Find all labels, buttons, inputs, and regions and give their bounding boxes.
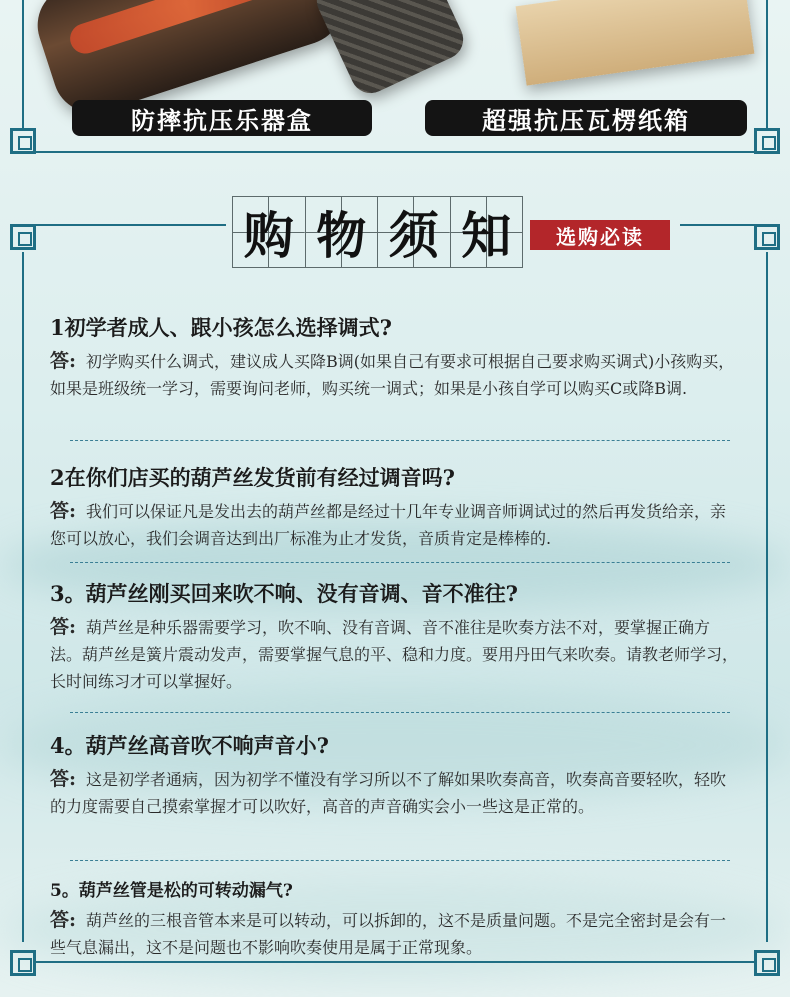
- answer-text: 初学购买什么调式，建议成人买降B调(如果自己有要求可根据自己要求购买调式)小孩购买，如果是班级统一学习，需要询问老师，购买统一调式；如果是小孩自学可以购买C或降B调.: [50, 352, 735, 398]
- frame-line: [680, 224, 756, 226]
- frame-line: [766, 0, 768, 128]
- answer-label: 答:: [50, 909, 77, 931]
- divider: [70, 860, 730, 861]
- frame-line: [22, 252, 24, 942]
- section-title: [232, 196, 522, 268]
- answer-label: 答:: [50, 350, 77, 372]
- faq-answer: [50, 907, 740, 961]
- box-caption: 超强抗压瓦楞纸箱: [425, 100, 747, 136]
- frame-line: [36, 224, 226, 226]
- answer-text: 葫芦丝是种乐器需要学习，吹不响、没有音调、音不准往是吹奏方法不对，要掌握正确方法。葫芦丝是簧片震动发声，需要掌握气息的平、稳和力度。要用丹田气来吹奏。请教老师学习，长时间练习才可以掌握好。: [50, 618, 739, 691]
- faq-answer: [50, 766, 740, 820]
- answer-text: 这是初学者通病，因为初学不懂没有学习所以不了解如果吹奏高音，吹奏高音要轻吹，轻吹的力度需要自己摸索掌握才可以吹好，高音的声音确实会小一些这是正常的。: [50, 770, 727, 816]
- corner-fret-icon: [754, 950, 780, 976]
- faq-item: [50, 312, 740, 402]
- faq-question: 1初学者成人、跟小孩怎么选择调式?: [50, 315, 392, 340]
- faq-item: [50, 730, 740, 820]
- answer-label: 答:: [50, 768, 77, 790]
- faq-question: 3。葫芦丝刚买回来吹不响、没有音调、音不准往?: [50, 581, 518, 606]
- answer-text: 我们可以保证凡是发出去的葫芦丝都是经过十几年专业调音师调试过的然后再发货给亲，亲您可以放心，我们会调音达到出厂标准为止才发货，音质肯定是棒棒的.: [50, 502, 727, 548]
- faq-question: 4。葫芦丝高音吹不响声音小?: [50, 733, 329, 758]
- must-read-stamp: 选购必读: [530, 220, 670, 250]
- divider: [70, 562, 730, 563]
- divider: [70, 440, 730, 441]
- case-caption: 防摔抗压乐器盒: [72, 100, 372, 136]
- answer-text: 葫芦丝的三根音管本来是可以转动，可以拆卸的，这不是质量问题。不是完全密封是会有一些气息漏出，这不是问题也不影响吹奏使用是属于正常现象。: [50, 911, 727, 957]
- title-char: 购: [243, 206, 294, 265]
- faq-question: 2在你们店买的葫芦丝发货前有经过调音吗?: [50, 465, 455, 490]
- frame-line: [22, 0, 24, 128]
- corner-fret-icon: [10, 950, 36, 976]
- cardboard-box-photo: [516, 0, 755, 86]
- divider: [70, 712, 730, 713]
- frame-line: [36, 961, 754, 963]
- faq-answer: [50, 498, 740, 552]
- frame-line: [36, 151, 756, 153]
- corner-fret-icon: [754, 128, 780, 154]
- faq-answer: [50, 614, 740, 695]
- corner-fret-icon: [10, 128, 36, 154]
- title-char: 知: [461, 206, 512, 265]
- faq-question: 5。葫芦丝管是松的可转动漏气?: [50, 881, 293, 901]
- instrument-bag-photo: [310, 0, 469, 100]
- corner-fret-icon: [754, 224, 780, 250]
- answer-label: 答:: [50, 500, 77, 522]
- faq-item: [50, 578, 740, 695]
- answer-label: 答:: [50, 616, 77, 638]
- frame-line: [766, 252, 768, 942]
- title-char: 物: [316, 206, 367, 265]
- faq-item: [50, 462, 740, 552]
- corner-fret-icon: [10, 224, 36, 250]
- faq-answer: [50, 348, 740, 402]
- faq-item: [50, 876, 740, 961]
- title-char: 须: [388, 206, 439, 265]
